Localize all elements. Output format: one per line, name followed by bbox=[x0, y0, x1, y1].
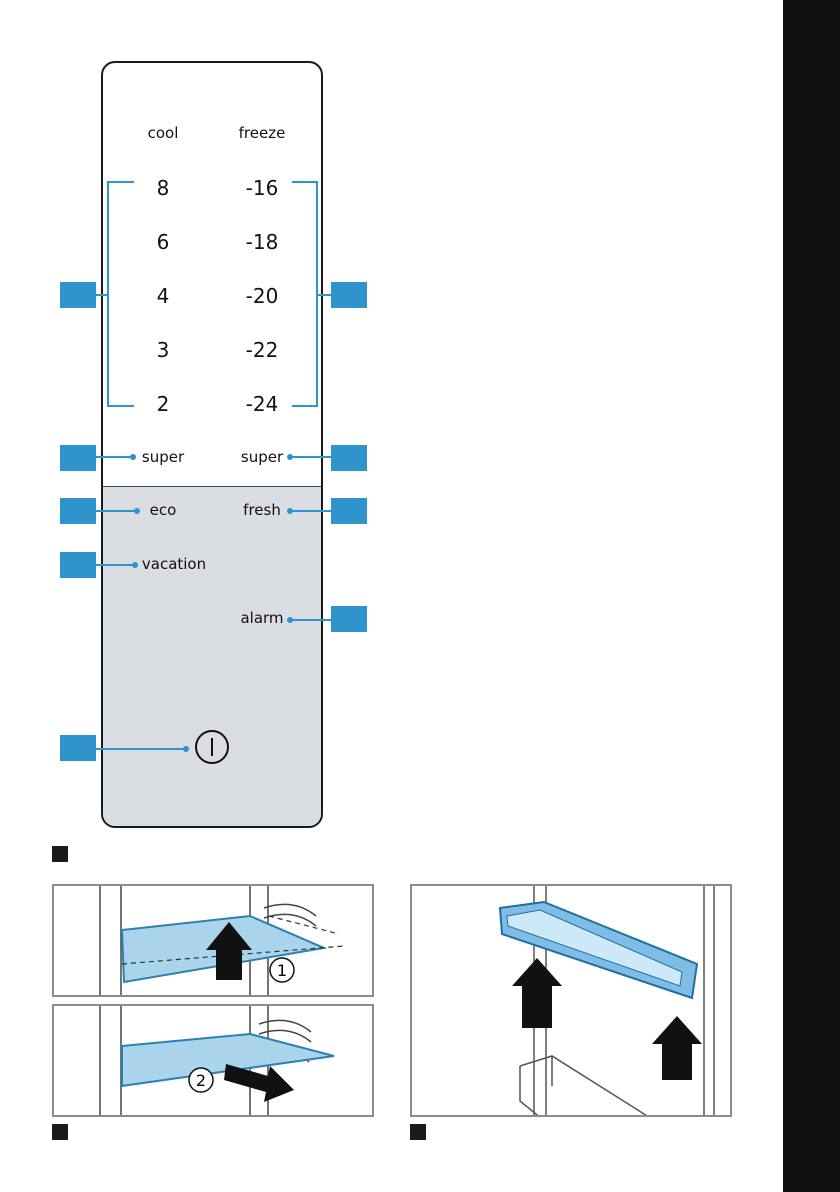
freeze-value: -18 bbox=[245, 230, 279, 254]
callout-marker bbox=[60, 735, 96, 761]
step-marker: 2 bbox=[195, 1071, 207, 1090]
cool-value: 2 bbox=[156, 392, 170, 416]
callout-marker bbox=[60, 445, 96, 471]
freeze-value: -22 bbox=[245, 338, 279, 362]
door-shelf-illustration bbox=[410, 884, 732, 1117]
figure-marker bbox=[52, 1124, 68, 1140]
cool-value: 6 bbox=[156, 230, 170, 254]
figure-marker bbox=[410, 1124, 426, 1140]
step-marker: 1 bbox=[276, 961, 288, 980]
eco-button-label: eco bbox=[149, 501, 177, 519]
shelf-lift-illustration bbox=[52, 884, 374, 997]
callout-marker bbox=[331, 498, 367, 524]
alarm-button-label: alarm bbox=[240, 609, 284, 627]
callout-marker bbox=[60, 282, 96, 308]
callout-marker bbox=[331, 606, 367, 632]
fresh-button-label: fresh bbox=[243, 501, 281, 519]
callout-marker bbox=[60, 498, 96, 524]
freeze-value: -24 bbox=[245, 392, 279, 416]
super-freeze-button-label: super bbox=[240, 448, 284, 466]
shelf-pull-illustration bbox=[52, 1004, 374, 1117]
callout-marker bbox=[331, 282, 367, 308]
vacation-button-label: vacation bbox=[141, 555, 207, 573]
cool-value: 8 bbox=[156, 176, 170, 200]
callout-marker bbox=[60, 552, 96, 578]
cool-label: cool bbox=[147, 124, 179, 142]
freeze-value: -16 bbox=[245, 176, 279, 200]
callout-marker bbox=[331, 445, 367, 471]
freeze-label: freeze bbox=[238, 124, 286, 142]
figure-marker bbox=[52, 846, 68, 862]
cool-value: 4 bbox=[156, 284, 170, 308]
cool-value: 3 bbox=[156, 338, 170, 362]
super-cool-button-label: super bbox=[141, 448, 185, 466]
freeze-value: -20 bbox=[245, 284, 279, 308]
